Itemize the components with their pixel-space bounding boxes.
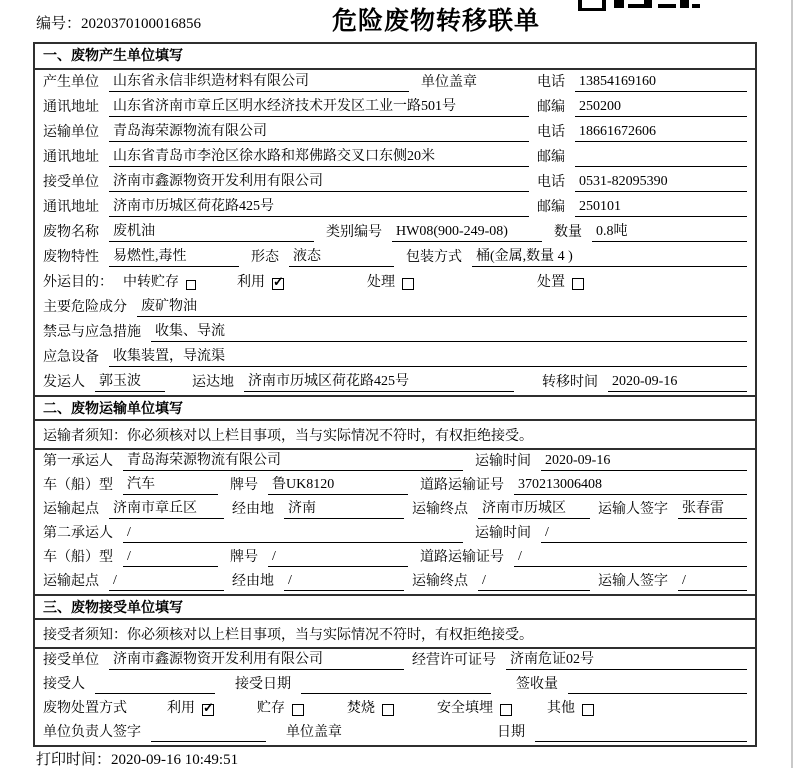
row-taboo-measures	[35, 320, 755, 345]
transport-address-value: 山东省青岛市李沧区徐水路和郑佛路交叉口东侧20米	[109, 148, 529, 167]
disposal-burn-checkbox	[382, 704, 394, 716]
row-second-carrier	[35, 522, 755, 546]
disposal-store-checkbox	[292, 704, 304, 716]
section-transporter	[35, 395, 755, 594]
purpose-treat-label: 处理	[367, 275, 395, 290]
row-waste-property	[35, 245, 755, 270]
transport-phone-label: 电话	[537, 125, 565, 140]
section-transporter-header: 二、废物运输单位填写	[35, 395, 755, 421]
waste-name-label: 废物名称	[43, 225, 99, 240]
producer-unit-value: 山东省永信非织造材料有限公司	[109, 73, 409, 92]
transport-time2-label: 运输时间	[475, 526, 531, 541]
row-producer-address	[35, 95, 755, 120]
producer-address-value: 山东省济南市章丘区明水经济技术开发区工业一路501号	[109, 98, 529, 117]
taboo-measures-value: 收集、导流	[151, 323, 747, 342]
purpose-dispose-checkbox	[572, 278, 584, 290]
receiver-date-label: 日期	[497, 725, 525, 740]
disposal-option-use	[167, 700, 214, 718]
disposal-store-label: 贮存	[257, 701, 285, 716]
waste-name-value: 废机油	[109, 223, 314, 242]
row-first-carrier	[35, 450, 755, 474]
manifest-form-table	[33, 42, 757, 747]
receiver-unit-label: 接受单位	[43, 175, 99, 190]
row-responsible-signature	[35, 721, 755, 745]
disposal-other-label: 其他	[547, 701, 575, 716]
first-carrier-label: 第一承运人	[43, 454, 113, 469]
row-vehicle1	[35, 474, 755, 498]
via2-label: 经由地	[232, 574, 274, 589]
document-number-label: 编号：	[36, 16, 82, 32]
disposal-option-store	[257, 700, 304, 718]
row-transport-unit	[35, 120, 755, 145]
section-producer-header: 一、废物产生单位填写	[35, 44, 755, 70]
purpose-option-use	[237, 274, 284, 292]
second-carrier-value: /	[123, 524, 463, 543]
plate2-value: /	[268, 548, 408, 567]
plate2-label: 牌号	[230, 550, 258, 565]
receiver-date-value	[535, 741, 747, 742]
receiver-phone-label: 电话	[537, 175, 565, 190]
transport-zip-label: 邮编	[537, 150, 565, 165]
responsible-signature-value	[151, 741, 266, 742]
shipper-value: 郭玉波	[95, 373, 165, 392]
unit-seal-label: 单位盖章	[421, 75, 477, 90]
row-route2	[35, 570, 755, 594]
section-receiver-header: 三、废物接受单位填写	[35, 594, 755, 620]
row-disposal-method	[35, 697, 755, 721]
disposal-option-other	[547, 700, 594, 718]
accept-unit-value: 济南市鑫源物资开发利用有限公司	[109, 651, 404, 670]
origin2-label: 运输起点	[43, 574, 99, 589]
main-hazard-label: 主要危险成分	[43, 300, 127, 315]
document-header	[0, 0, 796, 40]
row-receiver-unit	[35, 170, 755, 195]
form-state-value: 液态	[289, 248, 394, 267]
disposal-other-checkbox	[582, 704, 594, 716]
category-code-value: HW08(900-249-08)	[392, 223, 542, 242]
purpose-option-transfer-storage	[123, 274, 196, 292]
waste-property-value: 易燃性,毒性	[109, 248, 239, 267]
plate1-label: 牌号	[230, 478, 258, 493]
quantity-label: 数量	[554, 225, 582, 240]
origin1-label: 运输起点	[43, 502, 99, 517]
via1-label: 经由地	[232, 502, 274, 517]
accept-date-value	[301, 693, 491, 694]
destination-value: 济南市历城区荷花路425号	[244, 373, 514, 392]
end1-value: 济南市历城区	[478, 500, 590, 519]
transport-unit-value: 青岛海荣源物流有限公司	[109, 123, 529, 142]
plate1-value: 鲁UK8120	[268, 476, 408, 495]
row-emergency-equipment	[35, 345, 755, 370]
responsible-signature-label: 单位负责人签字	[43, 725, 141, 740]
disposal-method-label: 废物处置方式	[43, 701, 127, 716]
purpose-option-dispose	[537, 274, 584, 292]
receiver-zip-value: 250101	[575, 198, 747, 217]
receiver-notice: 接受者须知：你必须核对以上栏目事项，当与实际情况不符时，有权拒绝接受。	[35, 620, 755, 649]
via2-value: /	[284, 572, 404, 591]
carrier-sign2-label: 运输人签字	[598, 574, 668, 589]
purpose-use-label: 利用	[237, 275, 265, 290]
packaging-label: 包装方式	[406, 250, 462, 265]
transport-unit-label: 运输单位	[43, 125, 99, 140]
vehicle-type2-value: /	[123, 548, 218, 567]
row-transfer-purpose	[35, 270, 755, 295]
vehicle-type1-label: 车（船）型	[43, 478, 113, 493]
road-license2-value: /	[514, 548, 747, 567]
vehicle-type1-value: 汽车	[123, 476, 218, 495]
row-main-hazard	[35, 295, 755, 320]
row-route1	[35, 498, 755, 522]
print-time-value: 2020-09-16 10:49:51	[111, 752, 239, 768]
transport-zip-value	[575, 166, 747, 167]
main-hazard-value: 废矿物油	[137, 298, 747, 317]
row-receiver-address	[35, 195, 755, 220]
vehicle-type2-label: 车（船）型	[43, 550, 113, 565]
purpose-option-treat	[367, 274, 414, 292]
signed-quantity-value	[568, 693, 747, 694]
producer-address-label: 通讯地址	[43, 100, 99, 115]
transport-phone-value: 18661672606	[575, 123, 747, 142]
acceptor-label: 接受人	[43, 677, 85, 692]
purpose-transfer-storage-label: 中转贮存	[123, 275, 179, 290]
transfer-time-label: 转移时间	[542, 375, 598, 390]
accept-unit-label: 接受单位	[43, 653, 99, 668]
purpose-dispose-label: 处置	[537, 275, 565, 290]
section-receiver	[35, 594, 755, 745]
print-time	[36, 748, 238, 768]
disposal-option-burn	[347, 700, 394, 718]
producer-unit-label: 产生单位	[43, 75, 99, 90]
purpose-transfer-storage-checkbox	[186, 280, 196, 290]
row-acceptor	[35, 673, 755, 697]
disposal-landfill-checkbox	[500, 704, 512, 716]
row-waste-name	[35, 220, 755, 245]
origin2-value: /	[109, 572, 224, 591]
waste-property-label: 废物特性	[43, 250, 99, 265]
producer-phone-value: 13854169160	[575, 73, 747, 92]
second-carrier-label: 第二承运人	[43, 526, 113, 541]
transport-address-label: 通讯地址	[43, 150, 99, 165]
carrier-sign1-label: 运输人签字	[598, 502, 668, 517]
receiver-address-value: 济南市历城区荷花路425号	[109, 198, 529, 217]
disposal-use-label: 利用	[167, 701, 195, 716]
page-edge-divider	[791, 0, 793, 768]
form-state-label: 形态	[251, 250, 279, 265]
first-carrier-value: 青岛海荣源物流有限公司	[123, 452, 463, 471]
end2-label: 运输终点	[412, 574, 468, 589]
print-time-label: 打印时间：	[36, 752, 112, 768]
row-transport-address	[35, 145, 755, 170]
section-producer	[35, 44, 755, 395]
receiver-phone-value: 0531-82095390	[575, 173, 747, 192]
transporter-notice: 运输者须知：你必须核对以上栏目事项，当与实际情况不符时，有权拒绝接受。	[35, 421, 755, 450]
page-title: 危险废物转移联单	[332, 8, 541, 35]
road-license1-label: 道路运输证号	[420, 478, 504, 493]
end1-label: 运输终点	[412, 502, 468, 517]
permit-number-value: 济南危证02号	[506, 651, 747, 670]
accept-date-label: 接受日期	[235, 677, 291, 692]
disposal-landfill-label: 安全填埋	[437, 701, 493, 716]
transport-time1-label: 运输时间	[475, 454, 531, 469]
disposal-use-checkbox	[202, 704, 214, 716]
taboo-measures-label: 禁忌与应急措施	[43, 325, 141, 340]
receiver-seal-label: 单位盖章	[286, 725, 342, 740]
purpose-treat-checkbox	[402, 278, 414, 290]
disposal-burn-label: 焚烧	[347, 701, 375, 716]
quantity-value: 0.8吨	[592, 223, 747, 242]
emergency-equipment-label: 应急设备	[43, 350, 99, 365]
purpose-use-checkbox	[272, 278, 284, 290]
disposal-option-landfill	[437, 700, 512, 718]
road-license1-value: 370213006408	[514, 476, 747, 495]
origin1-value: 济南市章丘区	[109, 500, 224, 519]
transfer-time-value: 2020-09-16	[608, 373, 747, 392]
receiver-unit-value: 济南市鑫源物资开发利用有限公司	[109, 173, 529, 192]
shipper-label: 发运人	[43, 375, 85, 390]
destination-label: 运达地	[192, 375, 234, 390]
via1-value: 济南	[284, 500, 404, 519]
row-accept-unit	[35, 649, 755, 673]
carrier-sign1-value: 张春雷	[678, 500, 747, 519]
end2-value: /	[478, 572, 590, 591]
producer-zip-value: 250200	[575, 98, 747, 117]
transport-time1-value: 2020-09-16	[541, 452, 747, 471]
producer-phone-label: 电话	[537, 75, 565, 90]
acceptor-value	[95, 693, 215, 694]
row-shipper	[35, 370, 755, 395]
permit-number-label: 经营许可证号	[412, 653, 496, 668]
emergency-equipment-value: 收集装置，导流渠	[109, 348, 747, 367]
row-producer-unit	[35, 70, 755, 95]
producer-zip-label: 邮编	[537, 100, 565, 115]
carrier-sign2-value: /	[678, 572, 747, 591]
category-code-label: 类别编号	[326, 225, 382, 240]
signed-quantity-label: 签收量	[516, 677, 558, 692]
transfer-purpose-label: 外运目的：	[43, 275, 113, 290]
transport-time2-value: /	[541, 524, 747, 543]
document-number-value: 2020370100016856	[81, 16, 202, 32]
receiver-address-label: 通讯地址	[43, 200, 99, 215]
qr-code-icon	[578, 0, 700, 9]
packaging-value: 桶(金属,数量 4 )	[472, 248, 747, 267]
row-vehicle2	[35, 546, 755, 570]
document-number	[36, 12, 201, 33]
receiver-zip-label: 邮编	[537, 200, 565, 215]
road-license2-label: 道路运输证号	[420, 550, 504, 565]
